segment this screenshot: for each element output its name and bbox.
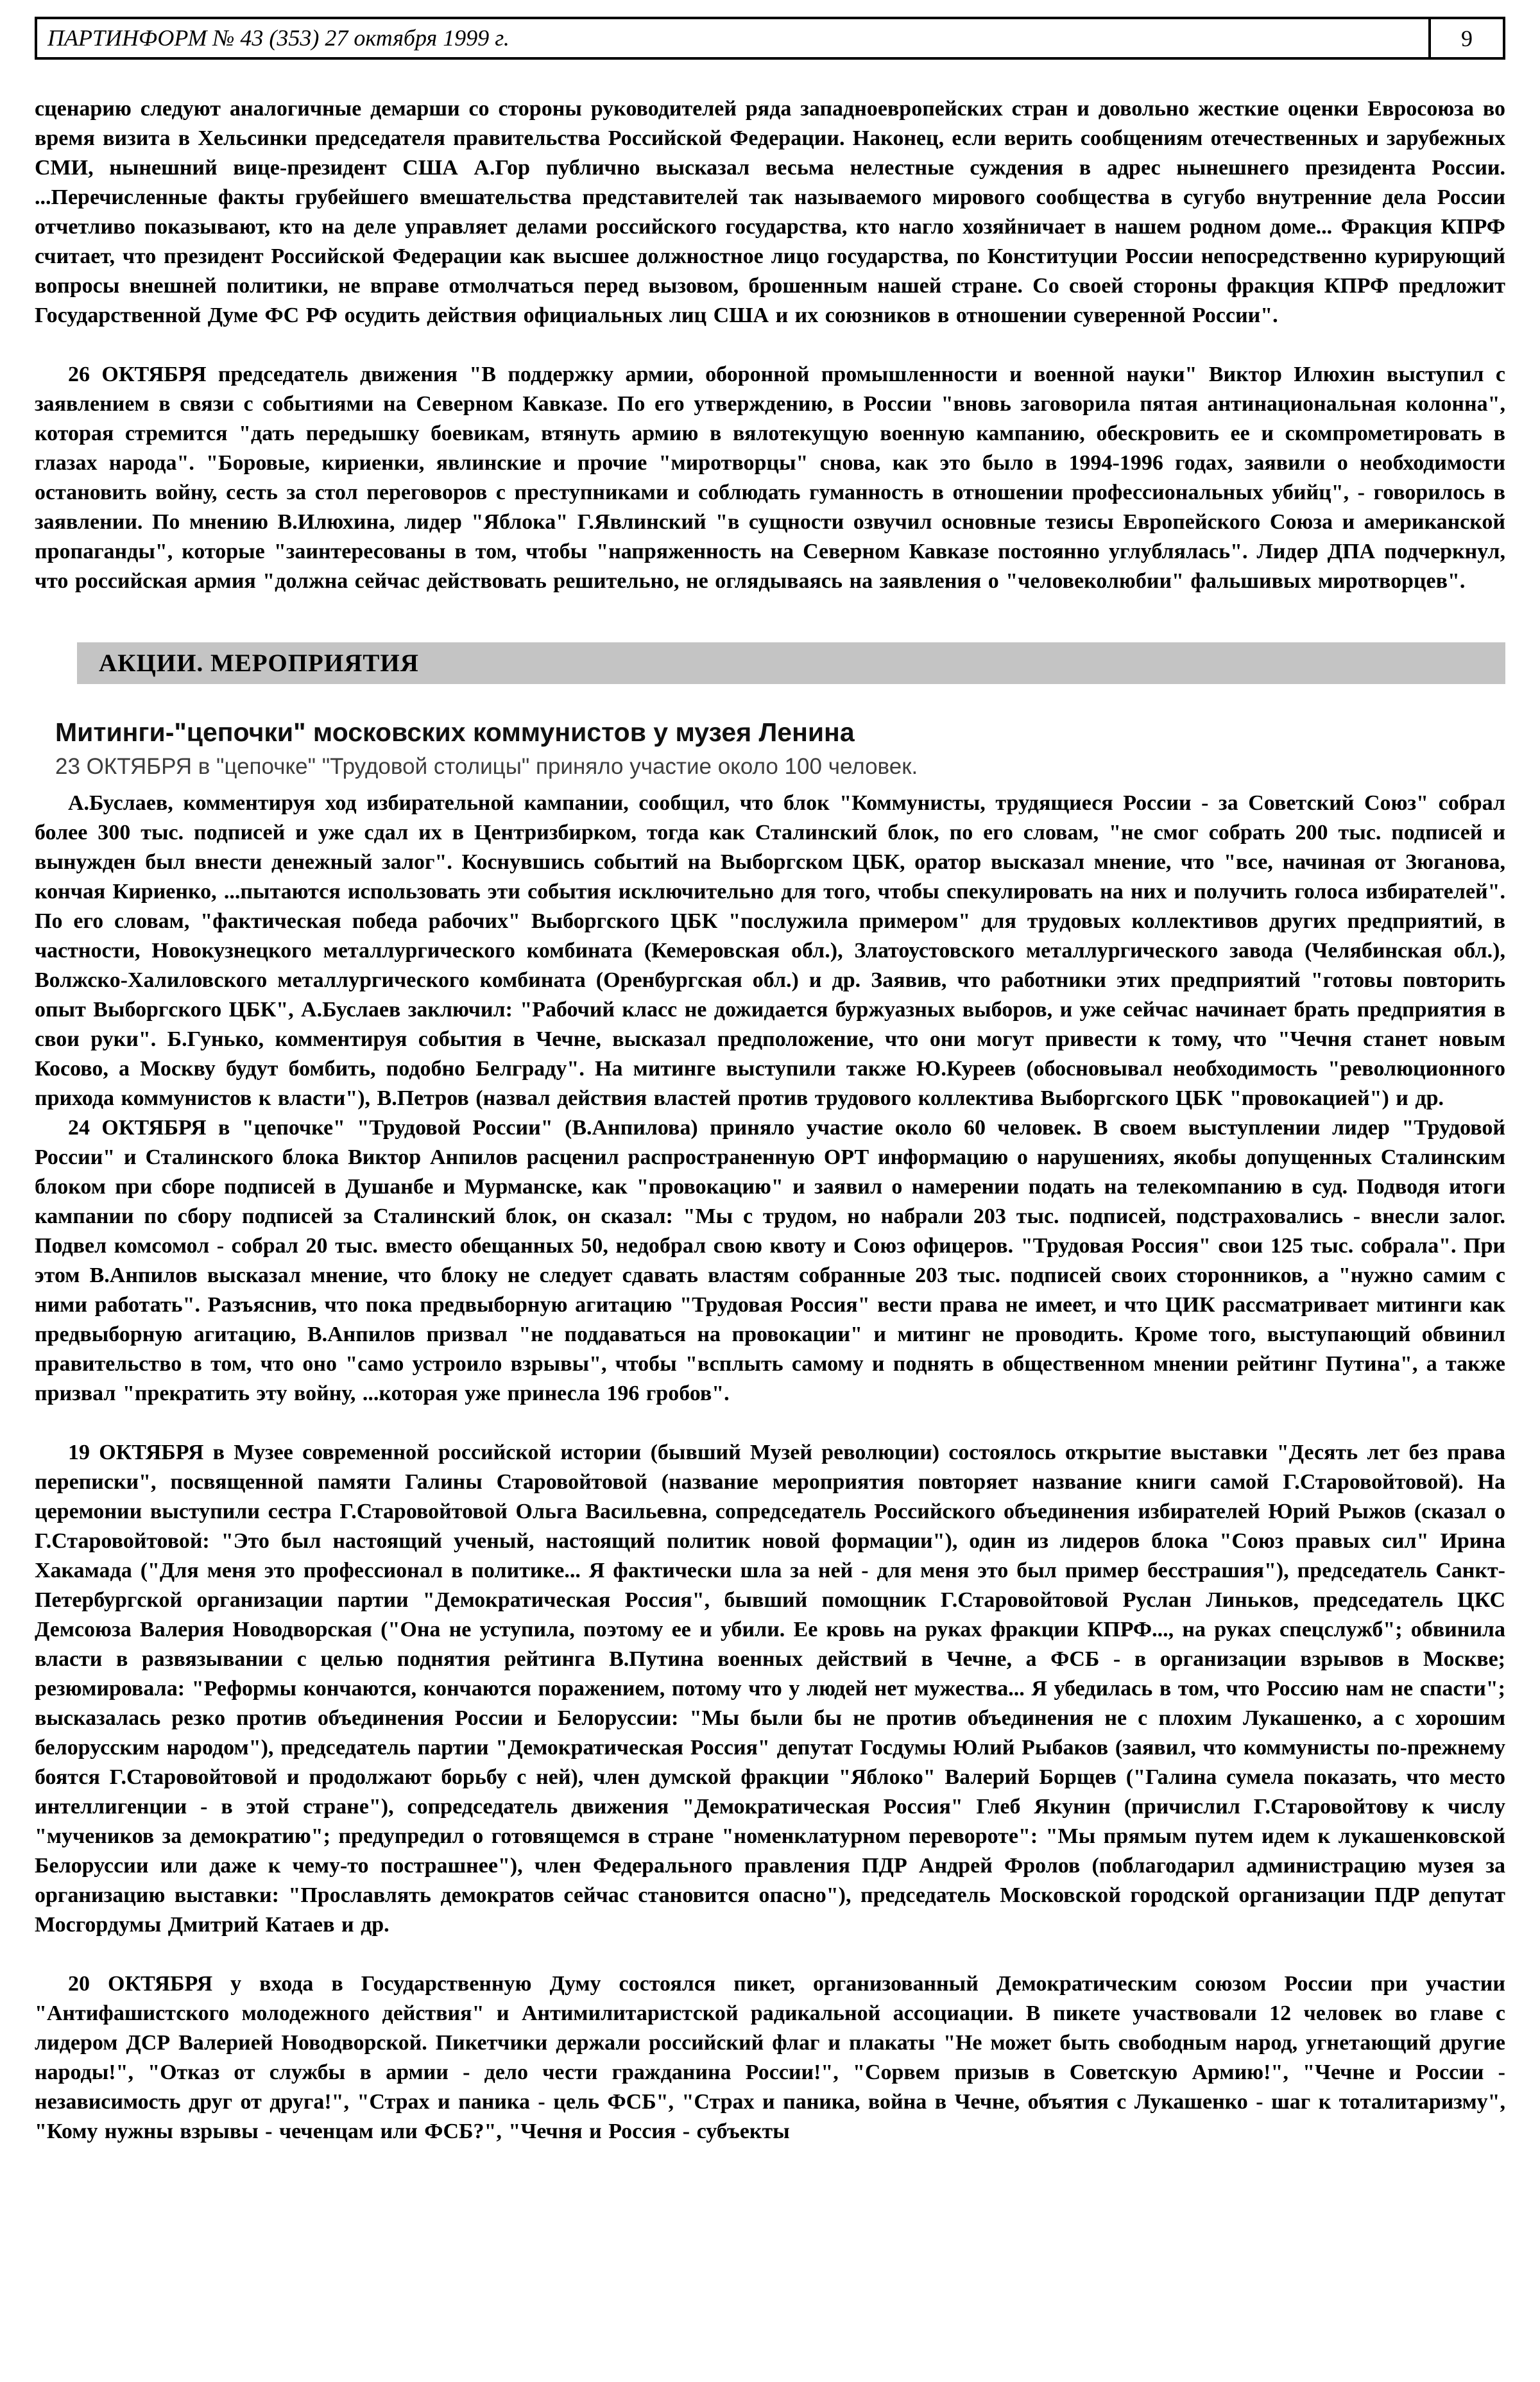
page-number: 9 (1428, 19, 1503, 57)
article-paragraph-oct24: 24 ОКТЯБРЯ в "цепочке" "Трудовой России" (В.Анпилова) приняло участие около 60 человек. В своем выступлении лидер "Трудовой России" и Сталинского блока Виктор Анпилов расценил распространенную ОРТ информацию о нарушениях, якобы допущенных Сталинским блоком при сборе подписей в Душанбе и Мурманске, как "провокацию" и заявил о намерении подать на телекомпанию в суд. Подводя итоги кампании по сбору подписей за Сталинский блок, он сказал: "Мы с трудом, но набрали 203 тыс. подписей, подстраховались - внесли залог. Подвел комсомол - собрал 20 тыс. вместо обещанных 50, недобрал свою квоту и Союз офицеров. "Трудовая Россия" свои 125 тыс. собрала". При этом В.Анпилов высказал мнение, что блоку не следует сдавать властям собранные 203 тыс. подписей своих сторонников, а "нужно самим с ними работать". Разъяснив, что пока предвыборную агитацию "Трудовая Россия" вести права не имеет, и что ЦИК рассматривает митинги как предвыборную агитацию, В.Анпилов призвал "не поддаваться на провокации" и митинг не проводить. Кроме того, выступающий обвинил правительство в том, что оно "само устроило взрывы", чтобы "всплыть самому и поднять в общественном мнении рейтинг Путина", а также призвал "прекратить эту войну, ...которая уже принесла 196 гробов". (35, 1116, 1505, 1406)
body-paragraph-oct26: 26 ОКТЯБРЯ председатель движения "В поддержку армии, оборонной промышленности и военной науки" Виктор Илюхин выступил с заявлением в связи с событиями на Северном Кавказе. По его утверждению, в России "вновь заговорила пятая антинациональная колонна", которая стремится "дать передышку боевикам, втянуть армию в вялотекущую военную кампанию, обескровить ее и скомпрометировать в глазах народа". "Боровые, кириенки, явлинские и прочие "миротворцы" снова, как это было в 1994-1996 годах, заявили о необходимости остановить войну, сесть за стол переговоров с преступниками и соблюдать гуманность в отношении профессиональных убийц", - говорилось в заявлении. По мнению В.Илюхина, лидер "Яблока" Г.Явлинский "в сущности озвучил основные тезисы Европейского Союза и американской пропаганды", которые "заинтересованы в том, чтобы "напряженность на Северном Кавказе постоянно углублялась". Лидер ДПА подчеркнул, что российская армия "должна сейчас действовать решительно, не оглядываясь на заявления о "человеколюбии" фальшивых миротворцев". (35, 363, 1505, 594)
article-lead: 23 ОКТЯБРЯ в "цепочке" "Трудовой столицы" приняло участие около 100 человек. (55, 754, 918, 780)
article-title: Митинги-"цепочки" московских коммунистов у музея Ленина (55, 717, 855, 748)
section-header: АКЦИИ. МЕРОПРИЯТИЯ (77, 642, 1505, 684)
article-paragraph-buslaev: А.Буслаев, комментируя ход избирательной кампании, сообщил, что блок "Коммунисты, трудящиеся России - за Советский Союз" собрал более 300 тыс. подписей и уже сдал их в Центризбирком, тогда как Сталинский блок, по его словам, "не смог собрать 200 тыс. подписей и вынужден был внести денежный залог". Коснувшись событий на Выборгском ЦБК, оратор высказал мнение, что "все, начиная от Зюганова, кончая Кириенко, ...пытаются использовать эти события исключительно для того, чтобы спекулировать на них и получить голоса избирателей". По его словам, "фактическая победа рабочих" Выборгского ЦБК "послужила примером" для трудовых коллективов других предприятий, в частности, Новокузнецкого металлургического комбината (Кемеровская обл.), Златоустовского металлургического завода (Челябинская обл.), Волжско-Халиловского металлургического комбината (Оренбургская обл.) и др. Заявив, что работники этих предприятий "готовы повторить опыт Выборгского ЦБК", А.Буслаев заключил: "Рабочий класс не дожидается буржуазных выборов, и уже сейчас начинает брать предприятия в свои руки". Б.Гунько, комментируя события в Чечне, высказал предположение, что они могут привести к тому, что "Чечня станет новым Косово, а Москву будут бомбить, подобно Белграду". На митинге выступили также Ю.Куреев (обосновывал необходимость "революционного прихода коммунистов к власти"), В.Петров (назвал действия властей против трудового коллектива Выборгского ЦБК "провокацией") и др. (35, 791, 1505, 1111)
page-header (35, 17, 1505, 60)
article-paragraph-oct19: 19 ОКТЯБРЯ в Музее современной российской истории (бывший Музей революции) состоялось открытие выставки "Десять лет без права переписки", посвященной памяти Галины Старовойтовой (название мероприятия повторяет название книги самой Г.Старовойтовой). На церемонии выступили сестра Г.Старовойтовой Ольга Васильевна, сопредседатель Российского объединения избирателей Юрий Рыжов (сказал о Г.Старовойтовой: "Это был настоящий ученый, настоящий политик новой формации"), один из лидеров блока "Союз правых сил" Ирина Хакамада ("Для меня это профессионал в политике... Я фактически шла за ней - для меня это был пример бесстрашия"), председатель Санкт-Петербургской организации партии "Демократическая Россия", бывший помощник Г.Старовойтовой Руслан Линьков, председатель ЦКС Демсоюза Валерия Новодворская ("Она не уступила, поэтому ее и убили. Ее кровь на руках фракции КПРФ..., на руках спецслужб"; обвинила власти в развязывании с целью поднятия рейтинга В.Путина военных действий в Чечне, а ФСБ - в организации взрывов в Москве; резюмировала: "Реформы кончаются, кончаются поражением, потому что у людей нет мужества... Я убедилась в том, что Россию нам не спасти"; высказалась резко против объединения России и Белоруссии: "Мы были бы не против объединения не с плохим Лукашенко, а с хорошим белорусским народом"), председатель партии "Демократическая Россия" депутат Госдумы Юлий Рыбаков (заявил, что коммунисты по-прежнему боятся Г.Старовойтовой и продолжают борьбу с ней), член думской фракции "Яблоко" Валерий Борщев ("Галина сумела показать, что место интеллигенции - в этой стране"), сопредседатель движения "Демократическая Россия" Глеб Якунин (причислил Г.Старовойтову к числу "мучеников за демократию"; предупредил о готовящемся в стране "номенклатурном перевороте": "Мы прямым путем идем к лукашенковской Белоруссии или даже к чему-то пострашнее"), член Федерального правления ПДР Андрей Фролов (поблагодарил администрацию музея за организацию выставки: "Прославлять демократов сейчас становится опасно"), председатель Московской городской организации ПДР депутат Мосгордумы Дмитрий Катаев и др. (35, 1441, 1505, 1937)
article-paragraph-oct20: 20 ОКТЯБРЯ у входа в Государственную Думу состоялся пикет, организованный Демократическим союзом России при участии "Антифашистского молодежного действия" и Антимилитаристской радикальной ассоциации. В пикете участвовали 12 человек во главе с лидером ДСР Валерией Новодворской. Пикетчики держали российский флаг и плакаты "Не может быть свободным народ, угнетающий другие народы!", "Отказ от службы в армии - дело чести гражданина России!", "Сорвем призыв в Советскую Армию!", "Чечне и России - независимость друг от друга!", "Страх и паника - цель ФСБ", "Страх и паника, война в Чечне, объятия с Лукашенко - шаг к тоталитаризму", "Кому нужны взрывы - чеченцам или ФСБ?", "Чечня и Россия - субъекты (35, 1972, 1505, 2144)
body-paragraph-continuation: сценарию следуют аналогичные демарши со стороны руководителей ряда западноевропейских стран и довольно жесткие оценки Евросоюза во время визита в Хельсинки председателя правительства Российской Федерации. Наконец, если верить сообщениям отечественных и зарубежных СМИ, нынешний вице-президент США А.Гор публично высказал весьма нелестные суждения в адрес нынешнего президента России. ...Перечисленные факты грубейшего вмешательства представителей так называемого мирового сообщества в сугубо внутренние дела России отчетливо показывают, кто на деле управляет делами российского государства, кто нагло хозяйничает в нашем родном доме... Фракция КПРФ считает, что президент Российской Федерации как высшее должностное лицо государства, по Конституции России непосредственно курирующий вопросы внешней политики, не вправе отмолчаться перед вызовом, брошенным нашей стране. Со своей стороны фракция КПРФ предложит Государственной Думе ФС РФ осудить действия официальных лиц США и их союзников в отношении суверенной России". (35, 97, 1505, 328)
newsletter-masthead: ПАРТИНФОРМ № 43 (353) 27 октября 1999 г. (47, 25, 509, 51)
